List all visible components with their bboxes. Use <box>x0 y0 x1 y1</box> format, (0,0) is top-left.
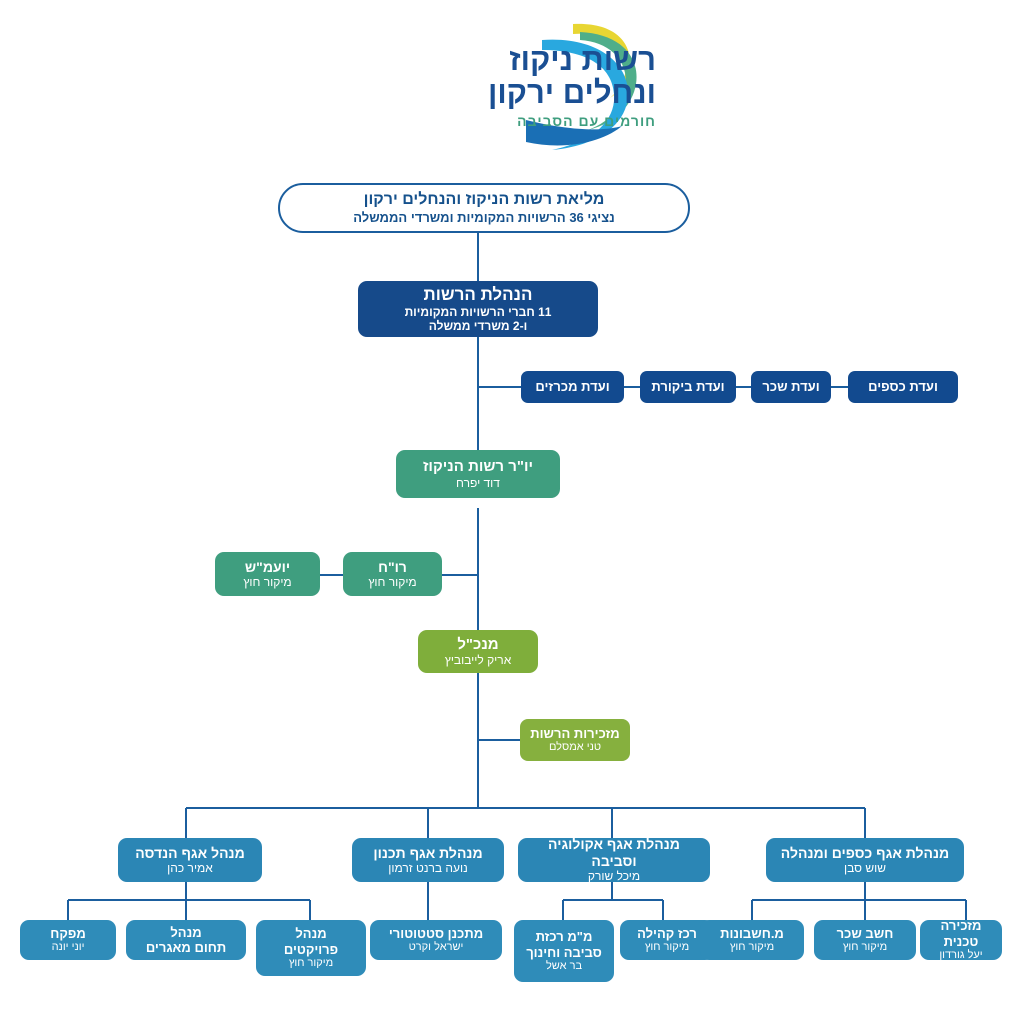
node-committee-tenders-title: ועדת מכרזים <box>535 379 610 395</box>
node-finance-division-subtitle: שוש סבן <box>843 861 887 876</box>
node-committee-audit[interactable] <box>640 371 736 403</box>
logo-line-2: ונחלים ירקון <box>487 74 656 110</box>
node-reservoirs-manager-title: מנהל <box>170 924 202 940</box>
node-engineering-division[interactable] <box>118 838 262 882</box>
node-accountant-title: רו"ח <box>378 558 407 575</box>
node-accountant-subtitle: מיקור חוץ <box>368 575 417 590</box>
node-technical-secretary[interactable] <box>920 920 1002 960</box>
node-supervisor-title: מפקח <box>50 925 86 941</box>
node-payroll-accountant-subtitle: מיקור חוץ <box>842 941 888 954</box>
node-ecology-division-subtitle: מיכל שורק <box>587 869 641 884</box>
node-finance-division[interactable] <box>766 838 964 882</box>
node-planning-division-subtitle: נועה ברנט זרמון <box>388 861 468 876</box>
node-payroll-accountant[interactable] <box>814 920 916 960</box>
node-secretariat-subtitle: טני אמסלם <box>548 741 602 754</box>
node-ecology-division[interactable] <box>518 838 710 882</box>
node-planning-division-title: מנהלת אגף תכנון <box>373 844 483 861</box>
node-projects-manager[interactable] <box>256 920 366 976</box>
node-bookkeeping-title: מ.חשבונות <box>720 925 784 941</box>
node-secretariat-title: מזכירות הרשות <box>530 725 620 741</box>
node-community-coordinator-subtitle: מיקור חוץ <box>644 941 690 954</box>
node-reservoirs-manager-subtitle: תחום מאגרים <box>145 940 227 955</box>
node-community-coordinator-title: רכז קהילה <box>637 925 697 941</box>
node-planning-division[interactable] <box>352 838 504 882</box>
node-statutory-planner[interactable] <box>370 920 502 960</box>
node-assembly-subtitle: נציגי 36 הרשויות המקומיות ומשרדי הממשלה <box>353 209 615 225</box>
node-environment-education-subtitle: סביבה וחינוך <box>526 944 602 960</box>
node-technical-secretary-subtitle: יעל גורדון <box>939 948 983 961</box>
node-projects-manager-subtitle-2: מיקור חוץ <box>288 956 334 969</box>
node-technical-secretary-title: מזכירה טכנית <box>940 918 982 949</box>
node-committee-audit-title: ועדת ביקורת <box>651 379 725 395</box>
node-ceo-title: מנכ"ל <box>457 635 499 653</box>
node-payroll-accountant-title: חשב שכר <box>836 925 894 941</box>
organization-logo <box>330 16 690 156</box>
node-committee-salary[interactable] <box>751 371 831 403</box>
node-assembly-title: מליאת רשות הניקוז והנחלים ירקון <box>363 190 605 208</box>
node-chairman-subtitle: דוד יפרח <box>456 475 500 490</box>
node-board-title: הנהלת הרשות <box>423 284 533 304</box>
node-board[interactable] <box>358 281 598 337</box>
node-chairman[interactable] <box>396 450 560 498</box>
node-environment-education[interactable] <box>514 920 614 982</box>
node-environment-education-title: מ"מ רכזת <box>535 929 593 945</box>
node-committee-salary-title: ועדת שכר <box>762 379 820 395</box>
node-legal-advisor[interactable] <box>215 552 320 596</box>
node-legal-advisor-subtitle: מיקור חוץ <box>243 575 292 590</box>
node-assembly[interactable] <box>278 183 690 233</box>
node-bookkeeping-subtitle: מיקור חוץ <box>729 941 775 954</box>
node-legal-advisor-title: יועמ"ש <box>244 558 291 575</box>
node-committee-tenders[interactable] <box>521 371 624 403</box>
node-statutory-planner-title: מתכנן סטטוטורי <box>388 925 484 941</box>
node-environment-education-subtitle-2: בר אשל <box>545 959 583 972</box>
node-committee-finance-title: ועדת כספים <box>868 379 938 395</box>
node-bookkeeping[interactable] <box>700 920 804 960</box>
node-supervisor-subtitle: יוני יונה <box>51 941 85 954</box>
logo-tagline: חורמים עם הסביבה <box>517 113 656 130</box>
logo-line-1: רשות ניקוז <box>509 42 656 77</box>
node-engineering-division-title: מנהל אגף הנדסה <box>135 844 245 861</box>
node-committee-finance[interactable] <box>848 371 958 403</box>
node-projects-manager-subtitle: פרויקטים <box>283 941 339 957</box>
logo-text <box>488 44 656 129</box>
node-accountant[interactable] <box>343 552 442 596</box>
node-projects-manager-title: מנהל <box>295 926 327 942</box>
node-chairman-title: יו"ר רשות הניקוז <box>422 458 534 476</box>
node-secretariat[interactable] <box>520 719 630 761</box>
node-statutory-planner-subtitle: ישראל וקרט <box>408 941 464 954</box>
node-finance-division-title: מנהלת אגף כספים ומנהלה <box>780 844 950 861</box>
node-board-subtitle: 11 חברי הרשויות המקומיות <box>404 304 552 319</box>
node-ceo-subtitle: אריק לייבוביץ <box>444 653 512 668</box>
node-supervisor[interactable] <box>20 920 116 960</box>
node-engineering-division-subtitle: אמיר כהן <box>167 861 213 876</box>
node-board-subtitle-2: ו-2 משרדי ממשלה <box>428 319 528 334</box>
node-ecology-division-title: מנהלת אגף אקולוגיה וסביבה <box>548 836 680 869</box>
node-ceo[interactable] <box>418 630 538 673</box>
node-reservoirs-manager[interactable] <box>126 920 246 960</box>
